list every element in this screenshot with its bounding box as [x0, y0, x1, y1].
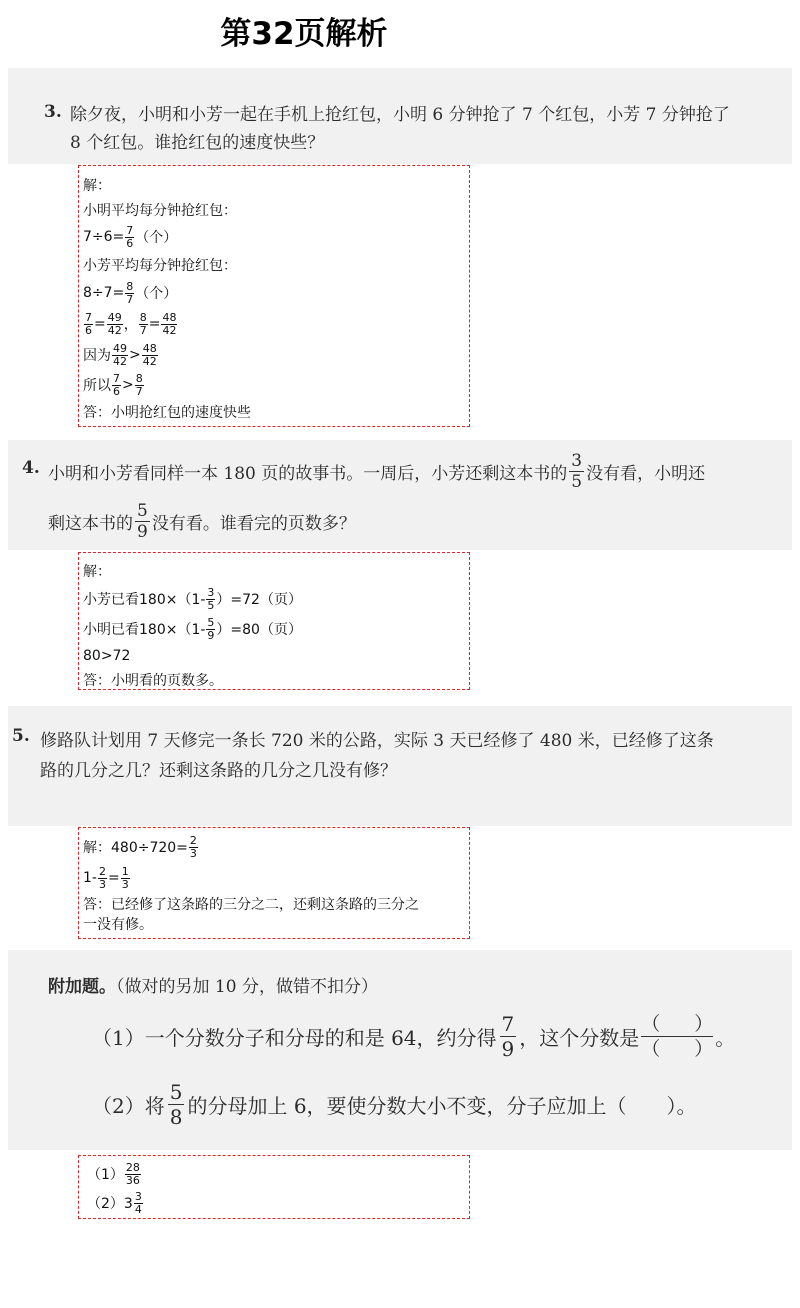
numerator: 2	[189, 833, 197, 847]
question-text-line: 8 个红包。谁抢红包的速度快些？	[70, 133, 325, 153]
answer-text: >	[129, 347, 141, 363]
answer-text: 解：480÷720=	[83, 840, 188, 856]
numerator: 7	[501, 1011, 515, 1036]
answer-line	[87, 1159, 461, 1189]
question-text-line: 除夕夜，小明和小芳一起在手机上抢红包，小明 6 分钟抢了 7 个红包，小芳 7 分钟抢了	[70, 105, 730, 125]
numerator: 8	[126, 279, 134, 293]
fraction	[161, 312, 177, 337]
fraction	[125, 281, 134, 306]
denominator: 36	[125, 1173, 140, 1187]
answer-text: 解：	[83, 564, 111, 580]
denominator: 5	[207, 598, 215, 612]
denominator: 4	[134, 1202, 142, 1216]
denominator: 7	[139, 323, 147, 337]
question-text: 小明和小芳看同样一本 180 页的故事书。一周后，小芳还剩这本书的	[48, 463, 568, 484]
answer-line	[83, 197, 465, 222]
answer-text: =	[148, 316, 161, 332]
question-text: 。	[715, 1025, 736, 1050]
answer-text: ，	[123, 317, 138, 333]
question-5-scan	[8, 706, 792, 826]
question-text: ，这个分数是	[519, 1025, 640, 1050]
answer-text: 解：	[83, 177, 111, 194]
fraction	[168, 1080, 185, 1129]
answer-conclusion: 答：小明看的页数多。	[83, 673, 223, 689]
answer-text: 小明平均每分钟抢红包：	[83, 202, 237, 219]
answer-text: （个）	[135, 230, 178, 246]
numerator: 3	[571, 450, 583, 471]
denominator: 6	[85, 323, 92, 337]
question-text: 剩这本书的	[48, 513, 133, 534]
answer-text: 1-	[83, 870, 97, 886]
numerator: 3	[134, 1189, 142, 1203]
denominator: 9	[207, 628, 215, 642]
question-3-scan	[8, 68, 792, 164]
blank-numerator	[641, 1012, 713, 1037]
question-text-line: 修路队计划用 7 天修完一条长 720 米的公路，实际 3 天已经修了 480 米，已经修了这条	[40, 731, 714, 751]
answer-line	[83, 614, 465, 644]
answer-line	[83, 862, 465, 894]
bonus-scan	[8, 950, 792, 1150]
question-text: （1）一个分数分子和分母的和是 64，约分得	[92, 1025, 497, 1050]
question-text: 没有看，小明还	[586, 463, 706, 484]
answer-text: >	[122, 377, 134, 393]
answer-3-box	[78, 165, 470, 427]
denominator: 3	[98, 877, 106, 891]
answer-text: 小明已看180×（1-	[83, 622, 206, 638]
denominator: 8	[169, 1104, 183, 1129]
bonus-heading-note: （做对的另加 10 分，做错不扣分）	[116, 977, 378, 997]
answer-text: 所以	[83, 378, 111, 394]
numerator: 8	[139, 310, 147, 324]
numerator: 8	[135, 371, 143, 385]
fraction	[112, 373, 121, 398]
denominator: 3	[189, 846, 197, 860]
fraction	[500, 1012, 517, 1061]
answer-text: 7÷6=	[83, 229, 125, 245]
question-4-scan	[8, 440, 792, 550]
denominator: 3	[121, 877, 129, 891]
question-text: 没有看。谁看完的页数多？	[151, 513, 356, 534]
fraction	[107, 312, 123, 337]
bracket-close: ）	[694, 1012, 714, 1035]
answer-line	[83, 584, 465, 614]
fraction	[206, 617, 215, 642]
blank-denominator	[641, 1037, 713, 1061]
fraction	[134, 1191, 143, 1216]
blank-fraction	[641, 1012, 713, 1061]
fraction	[125, 1162, 141, 1187]
bonus-heading-bold: 附加题。	[48, 977, 116, 997]
bonus-part-2	[92, 1076, 697, 1132]
answer-line	[83, 668, 465, 692]
answer-line	[83, 400, 465, 424]
fraction	[135, 373, 144, 398]
answer-text: 因为	[83, 348, 111, 364]
answer-line	[83, 914, 465, 934]
answer-text: （2）3	[87, 1196, 133, 1212]
answer-line	[83, 278, 465, 308]
numerator: 28	[125, 1160, 140, 1174]
fraction	[206, 587, 215, 612]
answer-line	[83, 894, 465, 914]
answer-line	[83, 252, 465, 278]
question-text: （2）将	[92, 1093, 165, 1118]
denominator: 9	[501, 1036, 515, 1061]
bracket-close: ）	[694, 1037, 714, 1060]
answer-text: ）=80（页）	[216, 622, 302, 638]
answer-text: 小芳已看180×（1-	[83, 592, 206, 608]
numerator: 7	[85, 310, 92, 324]
numerator: 2	[98, 864, 106, 878]
question-number: 4.	[22, 458, 40, 478]
bracket-open: （	[641, 1012, 661, 1035]
fraction	[121, 866, 130, 891]
answer-line	[83, 832, 465, 862]
bonus-part-1	[92, 1008, 735, 1064]
numerator: 49	[113, 341, 127, 355]
numerator: 5	[207, 615, 215, 629]
answer-text: ）=72（页）	[216, 592, 302, 608]
bracket-open: （	[641, 1037, 661, 1060]
fraction	[139, 312, 148, 337]
answer-text: （1）	[87, 1167, 124, 1183]
fraction	[142, 343, 158, 368]
numerator: 48	[162, 310, 177, 324]
answer-text: 80>72	[83, 648, 131, 664]
question-number: 5.	[12, 726, 30, 746]
denominator: 7	[126, 292, 134, 306]
fraction	[98, 866, 107, 891]
bonus-heading	[48, 972, 378, 997]
answer-5-box	[78, 827, 470, 939]
numerator: 49	[107, 310, 122, 324]
numerator: 5	[137, 500, 148, 521]
answer-4-box	[78, 552, 470, 690]
question-text-line	[48, 498, 356, 544]
denominator: 7	[135, 384, 143, 398]
denominator: 42	[142, 354, 157, 368]
denominator: 5	[571, 471, 583, 492]
answer-text: （个）	[135, 286, 178, 302]
fraction	[125, 225, 134, 250]
question-text: 的分母加上 6，要使分数大小不变，分子应加上（ ）。	[187, 1093, 697, 1118]
numerator: 48	[142, 341, 157, 355]
question-text-line	[48, 448, 705, 494]
numerator: 1	[121, 864, 129, 878]
denominator: 42	[162, 323, 177, 337]
denominator: 6	[126, 236, 134, 250]
answer-line	[87, 1189, 461, 1217]
answer-line	[83, 644, 465, 668]
numerator: 5	[169, 1079, 183, 1104]
question-text-line: 路的几分之几？还剩这条路的几分之几没有修？	[40, 761, 397, 781]
answer-conclusion: 答：已经修了这条路的三分之二，还剩这条路的三分之	[83, 897, 419, 913]
fraction	[189, 835, 198, 860]
answer-line	[83, 340, 465, 370]
fraction	[569, 451, 584, 492]
denominator: 42	[113, 354, 127, 368]
answer-line	[83, 370, 465, 400]
question-number: 3.	[44, 102, 62, 122]
fraction	[112, 343, 128, 368]
answer-bonus-box	[78, 1155, 470, 1219]
numerator: 3	[207, 585, 215, 599]
denominator: 6	[113, 384, 120, 398]
fraction	[84, 312, 93, 337]
answer-line	[83, 172, 465, 197]
page-title: 第32页解析	[220, 16, 388, 52]
answer-line	[83, 222, 465, 252]
denominator: 9	[137, 521, 148, 542]
answer-text: 8÷7=	[83, 285, 125, 301]
answer-conclusion: 一没有修。	[83, 917, 153, 933]
numerator: 7	[113, 371, 120, 385]
fraction	[135, 501, 150, 542]
answer-text: =	[94, 316, 106, 332]
answer-conclusion: 答：小明抢红包的速度快些	[83, 405, 251, 421]
answer-line	[83, 558, 465, 584]
denominator: 42	[107, 323, 122, 337]
answer-text: 小芳平均每分钟抢红包：	[83, 258, 237, 274]
answer-text: =	[107, 870, 120, 886]
answer-line	[83, 308, 465, 340]
numerator: 7	[126, 223, 134, 237]
